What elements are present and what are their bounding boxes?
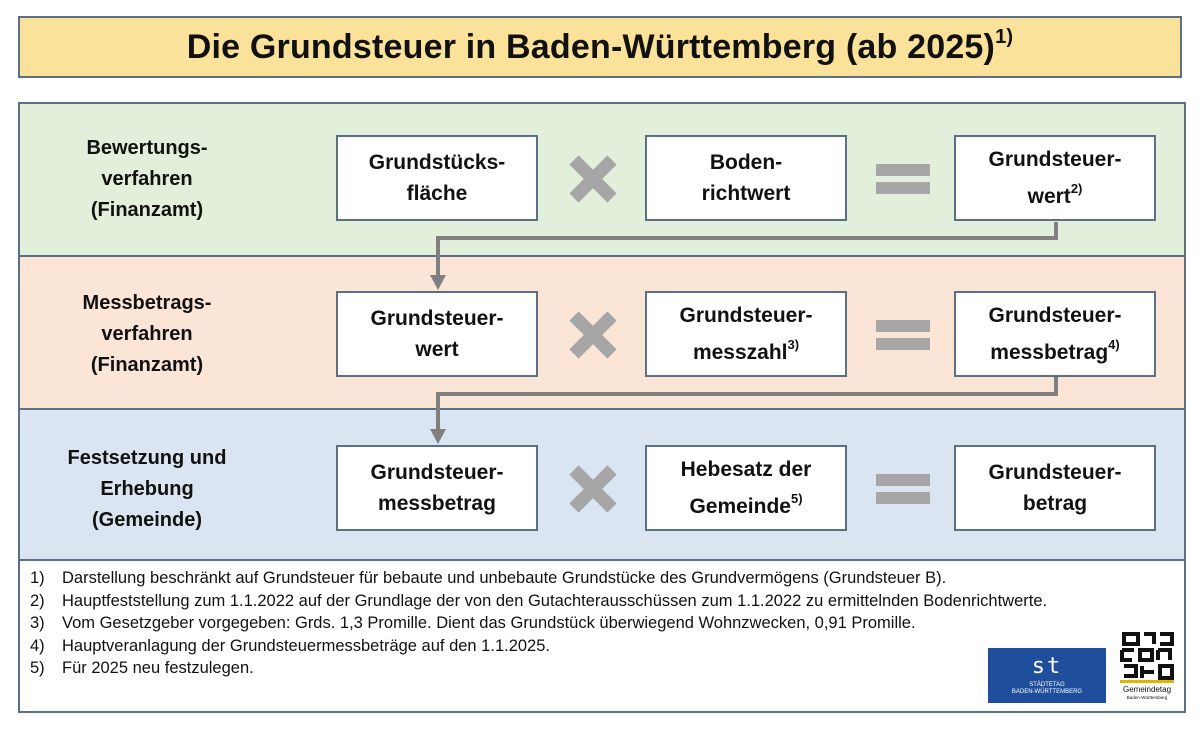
footnote-text: Darstellung beschränkt auf Grundsteuer für bebaute und unbebaute Grundstücke des Grundvermögens (Grundsteuer B). <box>62 569 947 587</box>
title-text: Die Grundsteuer in Baden-Württemberg (ab 2025) <box>186 27 996 66</box>
row-label-line: Festsetzung und <box>67 447 227 469</box>
footnote-item <box>30 612 1047 635</box>
box-line-text: messzahl <box>692 341 788 364</box>
equals-icon <box>876 162 930 196</box>
footnote-item <box>30 567 1047 590</box>
box-line: wert <box>415 338 459 361</box>
box-line <box>1028 175 1083 212</box>
footnote-text: Hauptveranlagung der Grundsteuermessbeträge auf den 1.1.2025. <box>62 636 550 655</box>
row-label-line: (Gemeinde) <box>91 509 203 531</box>
row-label-line: Bewertungs- <box>86 137 208 159</box>
gemeindetag-logo-text: Gemeindetag <box>1122 685 1172 694</box>
box-line: Boden- <box>709 151 783 174</box>
row-label-line: verfahren <box>101 323 193 345</box>
box-line: Grundsteuer- <box>679 304 813 327</box>
row-label-line: Messbetrags- <box>82 292 212 314</box>
row-label-line: (Finanzamt) <box>90 354 204 376</box>
arrowhead-1 <box>430 275 446 290</box>
box-line <box>990 331 1119 368</box>
box-grundsteuerbetrag <box>954 445 1156 531</box>
arrowhead-2 <box>430 429 446 444</box>
footnote-number: 2) <box>30 591 45 610</box>
footnote-ref: 2) <box>1070 181 1083 196</box>
staedtetag-logo-line: STÄDTETAG <box>1029 681 1065 688</box>
footnote-ref: 5) <box>790 491 803 506</box>
box-line: messbetrag <box>378 492 496 515</box>
staedtetag-logo <box>988 648 1106 703</box>
box-bodenrichtwert <box>645 135 847 221</box>
footnote-text: Für 2025 neu festzulegen. <box>62 659 254 677</box>
box-line: Grundstücks- <box>368 151 506 174</box>
box-line: Grundsteuer- <box>988 304 1122 327</box>
box-grundstuecksflaeche <box>336 135 538 221</box>
box-line: Grundsteuer- <box>370 461 504 484</box>
row-label-line: Erhebung <box>100 478 194 500</box>
multiply-cross-icon <box>568 310 618 360</box>
box-line-text: Gemeinde <box>689 495 791 518</box>
row-label-line: verfahren <box>101 168 193 190</box>
staedtetag-logo-line: BADEN-WÜRTTEMBERG <box>1011 688 1083 695</box>
footnote-item <box>30 590 1047 613</box>
footnote-number: 5) <box>30 659 45 677</box>
box-line: Grundsteuer- <box>988 461 1122 484</box>
title-footnote-ref: 1) <box>995 26 1014 49</box>
footnote-number: 3) <box>30 614 45 632</box>
box-line-text: wert <box>1027 185 1071 208</box>
box-line: fläche <box>406 182 468 205</box>
footnote-item <box>30 635 1047 658</box>
multiply-cross-icon <box>568 464 618 514</box>
box-grundsteuermesszahl <box>645 291 847 377</box>
box-grundsteuermessbetrag <box>954 291 1156 377</box>
footnote-item <box>30 657 1047 680</box>
box-line: richtwert <box>701 182 791 205</box>
footnote-number: 4) <box>30 636 45 655</box>
connector-arrow-2 <box>438 377 1056 430</box>
box-line <box>689 485 802 522</box>
staedtetag-logo-mark: st <box>1031 653 1063 679</box>
gemeindetag-logo <box>1116 630 1178 706</box>
box-hebesatz <box>645 445 847 531</box>
footnotes <box>30 567 1047 680</box>
footnote-ref: 4) <box>1108 337 1120 352</box>
staedtetag-logo-text <box>1012 682 1082 696</box>
box-line <box>693 331 799 368</box>
row-label-line: (Finanzamt) <box>90 199 204 221</box>
box-grundsteuerwert <box>954 135 1156 221</box>
box-grundsteuerwert-input <box>336 291 538 377</box>
box-line: Hebesatz der <box>680 458 812 481</box>
connector-arrow-1 <box>438 222 1056 276</box>
box-line: betrag <box>1022 492 1088 515</box>
footnote-text: Hauptfeststellung zum 1.1.2022 auf der Grundlage der von den Gutachterausschüssen zum 1.1.2022 zu ermittelnden Bodenrichtwerte. <box>62 591 1048 610</box>
footnote-ref: 3) <box>787 337 800 352</box>
footnote-number: 1) <box>30 569 45 587</box>
equals-icon <box>876 318 930 352</box>
box-line: Grundsteuer- <box>370 307 504 330</box>
gemeindetag-logo-mark <box>1116 630 1178 684</box>
footnote-text: Vom Gesetzgeber vorgegeben: Grds. 1,3 Promille. Dient das Grundstück überwiegend Wohnzwecken, 0,91 Promille. <box>62 614 916 632</box>
box-grundsteuermessbetrag-input <box>336 445 538 531</box>
box-line-text: messbetrag <box>990 341 1109 364</box>
equals-icon <box>876 472 930 506</box>
box-line: Grundsteuer- <box>988 148 1122 171</box>
multiply-cross-icon <box>568 154 618 204</box>
gemeindetag-logo-subtext: Baden-Württemberg <box>1126 695 1168 700</box>
